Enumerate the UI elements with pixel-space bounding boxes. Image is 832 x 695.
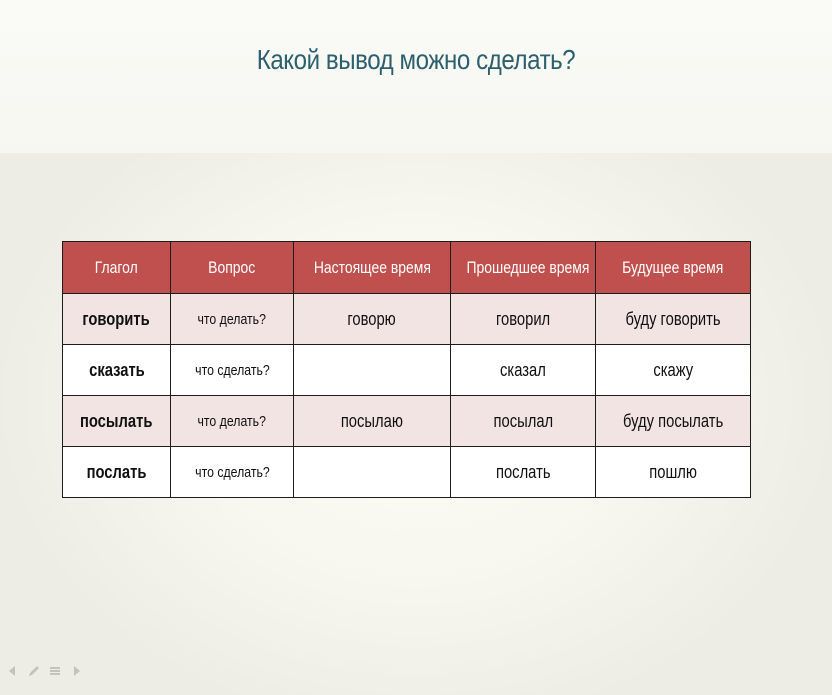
future-cell: буду говорить bbox=[596, 294, 751, 345]
past-cell: посылал bbox=[451, 396, 596, 447]
header-cell: Будущее время bbox=[596, 242, 751, 294]
past-cell: послать bbox=[451, 447, 596, 498]
question-cell: что делать? bbox=[171, 294, 294, 345]
present-cell: посылаю bbox=[294, 396, 451, 447]
arrow-right-icon[interactable] bbox=[69, 664, 83, 678]
past-cell: говорил bbox=[451, 294, 596, 345]
pen-icon[interactable] bbox=[27, 664, 41, 678]
table-row bbox=[63, 294, 751, 345]
menu-icon[interactable] bbox=[48, 664, 62, 678]
future-cell: буду посылать bbox=[596, 396, 751, 447]
present-cell: говорю bbox=[294, 294, 451, 345]
header-cell: Вопрос bbox=[171, 242, 294, 294]
header-cell: Прошедшее время bbox=[451, 242, 596, 294]
slide-title: Какой вывод можно сделать? bbox=[256, 44, 576, 75]
table-header-row bbox=[63, 242, 751, 294]
verb-cell: посылать bbox=[63, 396, 171, 447]
verb-table bbox=[62, 241, 751, 498]
header-cell: Глагол bbox=[63, 242, 171, 294]
table-row bbox=[63, 345, 751, 396]
verb-cell: послать bbox=[63, 447, 171, 498]
slideshow-nav bbox=[6, 664, 83, 678]
question-cell: что сделать? bbox=[171, 447, 294, 498]
arrow-left-icon[interactable] bbox=[6, 664, 20, 678]
question-cell: что делать? bbox=[171, 396, 294, 447]
question-cell: что сделать? bbox=[171, 345, 294, 396]
table-row bbox=[63, 447, 751, 498]
future-cell: пошлю bbox=[596, 447, 751, 498]
header-cell: Настоящее время bbox=[294, 242, 451, 294]
table-row bbox=[63, 396, 751, 447]
title-band bbox=[0, 0, 832, 153]
past-cell: сказал bbox=[451, 345, 596, 396]
present-cell bbox=[294, 447, 451, 498]
present-cell bbox=[294, 345, 451, 396]
future-cell: скажу bbox=[596, 345, 751, 396]
verb-cell: говорить bbox=[63, 294, 171, 345]
verb-cell: сказать bbox=[63, 345, 171, 396]
